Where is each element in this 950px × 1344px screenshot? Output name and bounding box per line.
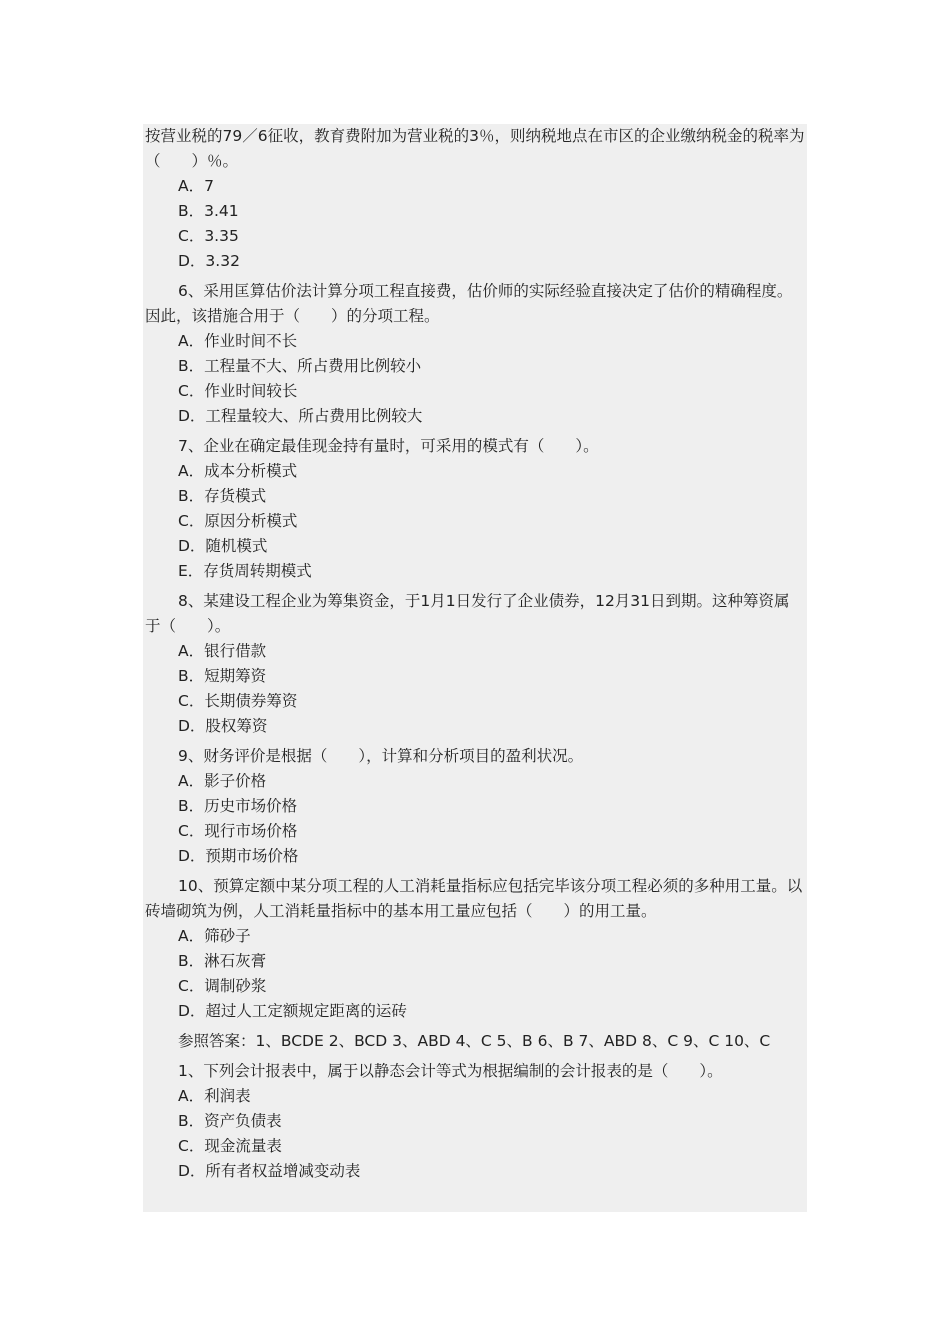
question-9-stem: 9、财务评价是根据（ ），计算和分析项目的盈利状况。 (178, 747, 584, 765)
q6-option-b: B．工程量不大、所占费用比例较小 (178, 357, 422, 375)
new-question-1-stem: 1、下列会计报表中，属于以静态会计等式为根据编制的会计报表的是（ ）。 (178, 1062, 723, 1080)
q7-option-b: B．存货模式 (178, 487, 267, 505)
q7-option-d: D．随机模式 (178, 537, 268, 555)
q8-option-d: D．股权筹资 (178, 717, 268, 735)
question-10-stem: 10、预算定额中某分项工程的人工消耗量指标应包括完毕该分项工程必须的多种用工量。以砖墙砌筑为例，人工消耗量指标中的基本用工量应包括（ ）的用工量。 (145, 877, 803, 920)
n1-option-b: B．资产负债表 (178, 1112, 282, 1130)
question-7-stem: 7、企业在确定最佳现金持有量时，可采用的模式有（ ）。 (178, 437, 599, 455)
q6-option-c: C．作业时间较长 (178, 382, 298, 400)
q9-option-d: D．预期市场价格 (178, 847, 299, 865)
answer-key: 参照答案：1、BCDE 2、BCD 3、ABD 4、C 5、B 6、B 7、ABD 8、C 9、C 10、C (178, 1032, 771, 1050)
q8-option-c: C．长期债券筹资 (178, 692, 298, 710)
q5-option-c: C．3.35 (178, 227, 239, 245)
q5-option-d: D．3.32 (178, 252, 240, 270)
q8-option-a: A．银行借款 (178, 642, 267, 660)
q7-option-a: A．成本分析模式 (178, 462, 298, 480)
n1-option-a: A．利润表 (178, 1087, 251, 1105)
q7-option-e: E．存货周转期模式 (178, 562, 312, 580)
q6-option-a: A．作业时间不长 (178, 332, 298, 350)
q9-option-c: C．现行市场价格 (178, 822, 298, 840)
q5-option-a: A．7 (178, 177, 214, 195)
question-6-stem: 6、采用匡算估价法计算分项工程直接费，估价师的实际经验直接决定了估价的精确程度。因此，该措施合用于（ ）的分项工程。 (145, 282, 793, 325)
question-8-stem: 8、某建设工程企业为筹集资金，于1月1日发行了企业债券，12月31日到期。这种筹资属于（ ）。 (145, 592, 790, 635)
q10-option-b: B．淋石灰膏 (178, 952, 267, 970)
q9-option-b: B．历史市场价格 (178, 797, 298, 815)
q10-option-c: C．调制砂浆 (178, 977, 267, 995)
n1-option-c: C．现金流量表 (178, 1137, 282, 1155)
document-page (143, 124, 807, 1212)
q6-option-d: D．工程量较大、所占费用比例较大 (178, 407, 423, 425)
q5-option-b: B．3.41 (178, 202, 239, 220)
question-5-stem-continuation: 按营业税的79／6征收，教育费附加为营业税的3％，则纳税地点在市区的企业缴纳税金的税率为（ ）％。 (145, 127, 805, 170)
q10-option-d: D．超过人工定额规定距离的运砖 (178, 1002, 407, 1020)
q10-option-a: A．筛砂子 (178, 927, 251, 945)
q9-option-a: A．影子价格 (178, 772, 267, 790)
q7-option-c: C．原因分析模式 (178, 512, 298, 530)
n1-option-d: D．所有者权益增减变动表 (178, 1162, 361, 1180)
q8-option-b: B．短期筹资 (178, 667, 267, 685)
